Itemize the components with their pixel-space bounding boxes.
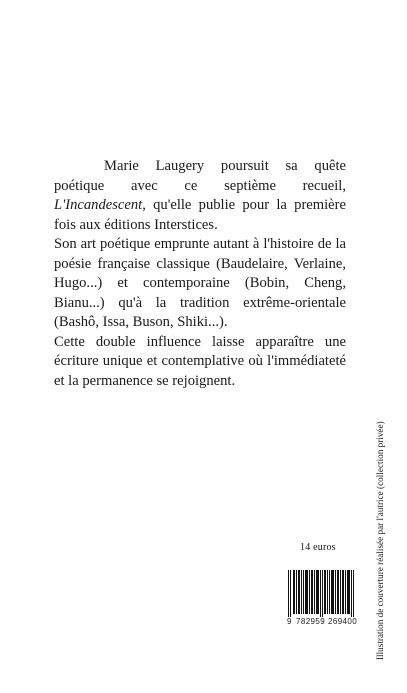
barcode-digits-right: 269400 [328, 617, 358, 626]
book-title: L'Incandescent [54, 197, 143, 213]
barcode-digit-lead: 9 [287, 617, 292, 626]
blurb-paragraph-1 [54, 157, 346, 235]
cover-illustration-credit: Illustration de couverture réalisée par l'autrice (collection privée) [375, 421, 385, 660]
price-label: 14 euros [300, 542, 336, 553]
back-cover-blurb [54, 157, 346, 391]
blurb-intro-text: Marie Laugery poursuit sa quête poétique avec ce septième recueil, [54, 158, 346, 194]
cover-credit-container [372, 330, 388, 660]
blurb-paragraph-2: Son art poétique emprunte autant à l'histoire de la poésie française classique (Baudelaire, Verlaine, Hugo...) et contemporaine (Bobin, Cheng, Bianu...) qu'à la tradition extrême-orientale (Bashô, Issa, Buson, Shiki...). [54, 236, 346, 330]
barcode-digits-left: 782959 [296, 617, 326, 626]
blurb-paragraph-3: Cette double influence laisse apparaître une écriture unique et contemplative où l'immédiateté et la permanence se rejoignent. [54, 333, 346, 389]
barcode-number [287, 617, 359, 626]
blurb-intro-continuation: , qu'elle publie pour la première fois aux éditions Interstices. [54, 197, 346, 233]
